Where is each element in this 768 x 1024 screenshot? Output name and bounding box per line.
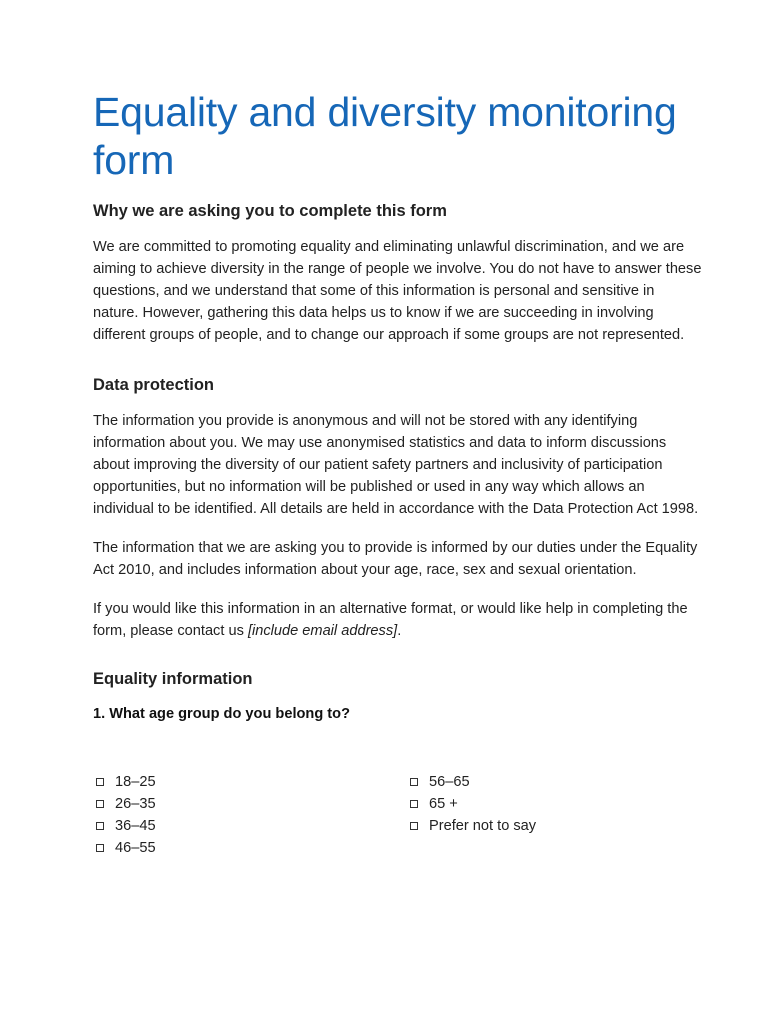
data-protection-paragraph-3: [93, 598, 703, 642]
why-heading: Why we are asking you to complete this form: [93, 202, 447, 220]
age-option-label: 36–45: [115, 818, 156, 834]
contact-text: If you would like this information in an alternative format, or would like help in completing the form, please contact us: [93, 601, 688, 639]
why-paragraph: We are committed to promoting equality and eliminating unlawful discrimination, and we are aiming to achieve diversity in the range of people we involve. You do not have to answer these questions, and we understand that some of this information is personal and sensitive in nature. However, gathering this data helps us to know if we are succeeding in involving different groups of people, and to change our approach if some groups are not represented.: [93, 239, 702, 343]
checkbox-icon[interactable]: [410, 800, 418, 808]
age-option[interactable]: [407, 815, 536, 837]
age-option-label: 65 +: [429, 796, 458, 812]
age-options-right: [407, 771, 536, 837]
data-protection-paragraph-1: The information you provide is anonymous and will not be stored with any identifying information about you. We may use anonymised statistics and data to inform discussions about improving the diversity of our patient safety partners and inclusivity of participation opportunities, but no information will be published or used in any way which allows an individual to be identified. All details are held in accordance with the Data Protection Act 1998.: [93, 413, 699, 517]
age-option-label: 18–25: [115, 774, 156, 790]
page-title: Equality and diversity monitoring form: [93, 89, 677, 183]
data-protection-heading: Data protection: [93, 376, 215, 394]
equality-heading: Equality information: [93, 670, 253, 688]
contact-text-end: .: [397, 623, 402, 639]
age-options-left: [93, 771, 156, 859]
document-content: [93, 88, 703, 871]
age-option[interactable]: [93, 793, 156, 815]
age-option[interactable]: [407, 793, 536, 815]
age-option-label: 56–65: [429, 774, 470, 790]
age-option[interactable]: [407, 771, 536, 793]
checkbox-icon[interactable]: [96, 844, 104, 852]
checkbox-icon[interactable]: [410, 778, 418, 786]
age-option-label: 46–55: [115, 840, 156, 856]
age-question: 1. What age group do you belong to?: [93, 706, 350, 722]
checkbox-icon[interactable]: [96, 822, 104, 830]
checkbox-icon[interactable]: [96, 800, 104, 808]
age-option[interactable]: [93, 771, 156, 793]
age-options: [93, 771, 703, 871]
age-option[interactable]: [93, 815, 156, 837]
age-option-label: 26–35: [115, 796, 156, 812]
age-option[interactable]: [93, 837, 156, 859]
checkbox-icon[interactable]: [410, 822, 418, 830]
checkbox-icon[interactable]: [96, 778, 104, 786]
email-placeholder: [include email address]: [247, 623, 398, 639]
age-option-label: Prefer not to say: [429, 818, 537, 834]
data-protection-paragraph-2: The information that we are asking you to provide is informed by our duties under the Equality Act 2010, and includes information about your age, race, sex and sexual orientation.: [93, 540, 698, 578]
